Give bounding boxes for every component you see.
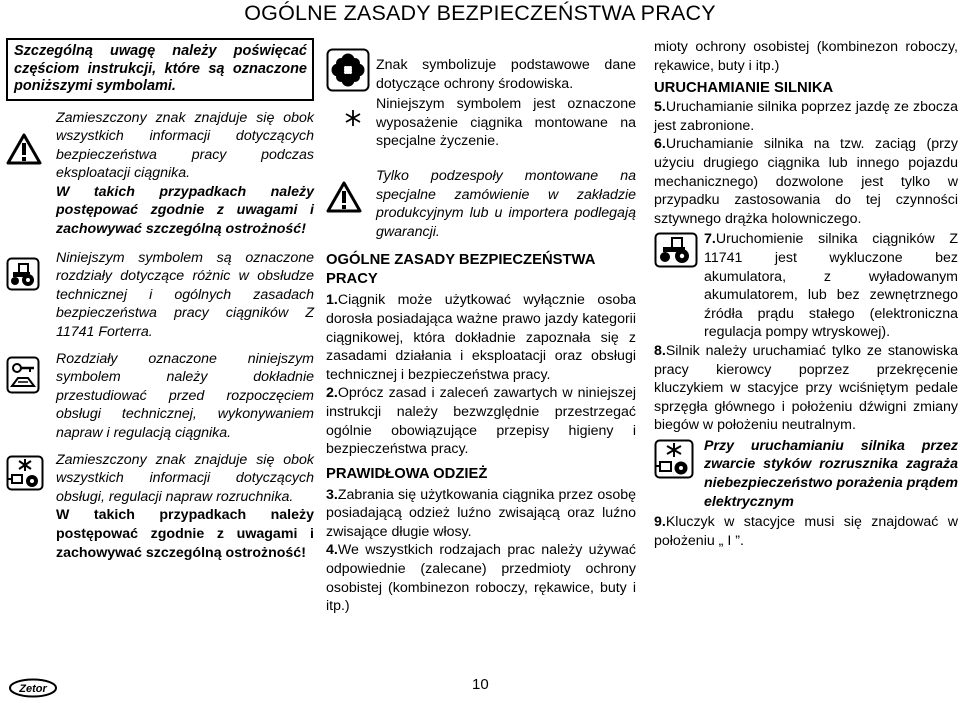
rule-1 bbox=[326, 291, 636, 384]
rule-7-block bbox=[654, 230, 958, 342]
rule-6 bbox=[654, 135, 958, 228]
rule-5-text: Uruchamianie silnika poprzez jazdę ze zbocza jest zabronione. bbox=[654, 99, 958, 134]
tractor-icon bbox=[654, 230, 704, 342]
section-starter bbox=[6, 451, 314, 563]
tractor-icon bbox=[6, 249, 56, 342]
rule-9 bbox=[654, 513, 958, 550]
safety-text: Zamieszczony znak znajduje się obok wszystkich informacji dotyczących bezpieczeństwa pracy podczas eksploatacji ciągnika. bbox=[56, 109, 314, 182]
starter-bold: W takich przypadkach należy postępować zgodnie z uwagami i zachowywać szczególną ostrożność! bbox=[56, 507, 314, 561]
starter-text: Zamieszczony znak znajduje się obok wszystkich informacji dotyczących obsługi, regulacji napraw rozruchnika. bbox=[56, 451, 314, 505]
section-warranty bbox=[326, 167, 636, 241]
service-tools-icon bbox=[6, 350, 56, 443]
page-title: OGÓLNE ZASADY BEZPIECZEŃSTWA PRACY bbox=[244, 1, 716, 25]
section-safety bbox=[6, 109, 314, 239]
rule-8-text: Silnik należy uruchamiać tylko ze stanowiska pracy kierowcy poprzez przekręcenie kluczykiem w stacyjce przy wciśniętym pedale sprzęgła głównego i położeniu dźwigni zmiany biegów w położeniu neutralnym. bbox=[654, 342, 958, 434]
optional-text: Niniejszym symbolem jest oznaczone wyposażenie ciągnika montowane na specjalne życzenie. bbox=[376, 96, 636, 150]
forterra-text: Niniejszym symbolem są oznaczone rozdziały dotyczące różnic w obsłudze technicznej i ogólnych zasadach bezpieczeństwa pracy ciągników Z 11741 Forterra. bbox=[56, 249, 314, 341]
rule-7 bbox=[704, 230, 958, 342]
heading-engine-start: URUCHAMIANIE SILNIKA bbox=[654, 80, 834, 97]
rule-4-number: 4. bbox=[326, 542, 338, 559]
rule-4-continued: mioty ochrony osobistej (kombinezon roboczy, rękawice, buty i itp.) bbox=[654, 39, 958, 74]
rule-2 bbox=[326, 384, 636, 458]
rule-6-number: 6. bbox=[654, 136, 666, 153]
rule-8-number: 8. bbox=[654, 342, 666, 359]
section-service bbox=[6, 350, 314, 443]
rule-4 bbox=[326, 541, 636, 615]
rule-5-number: 5. bbox=[654, 99, 666, 116]
starter-warning: Przy uruchamianiu silnika przez zwarcie styków rozrusznika zagraża niebezpieczeństwo porażenia prądem elektrycznym bbox=[704, 437, 958, 510]
heading-general-safety: OGÓLNE ZASADY BEZPIECZEŃSTWA PRACY bbox=[326, 252, 595, 288]
zetor-logo bbox=[8, 678, 58, 703]
svg-text:Zetor: Zetor bbox=[19, 683, 47, 695]
starter-motor-icon bbox=[654, 437, 704, 511]
rule-9-text: Kluczyk w stacyjce musi się znajdować w położeniu „ I ”. bbox=[654, 514, 958, 549]
starter-warning-block bbox=[654, 437, 958, 511]
asterisk-icon bbox=[326, 95, 376, 151]
rule-7-text: Uruchomienie silnika ciągników Z 11741 jest wykluczone bez akumulatora, z wyładowanym akumulatorem, lub bez zewnętrznego źródła prądu stałego (elektroniczna regulacja pompy wtryskowej). bbox=[704, 231, 958, 341]
rule-2-text: Oprócz zasad i zaleceń zawartych w niniejszej instrukcji należy bezwzględnie przestrzegać ogólnie obowiązujące przepisy higieny i bezpieczeństwa pracy. bbox=[326, 385, 636, 458]
intro-box: Szczególną uwagę należy poświęcać częściom instrukcji, które są oznaczone poniższymi symbolami. bbox=[6, 38, 314, 101]
column-right bbox=[654, 38, 958, 550]
flower-icon bbox=[326, 46, 376, 93]
section-forterra bbox=[6, 249, 314, 342]
warranty-text: Tylko podzespoły montowane na specjalne zamówienie w zakładzie produkcyjnym lub u importera podlegają gwarancji. bbox=[376, 167, 636, 240]
page-number: 10 bbox=[472, 676, 489, 693]
environment-text: Znak symbolizuje podstawowe dane dotyczące ochrony środowiska. bbox=[376, 57, 636, 92]
rule-3-number: 3. bbox=[326, 486, 338, 503]
heading-clothing: PRAWIDŁOWA ODZIEŻ bbox=[326, 465, 488, 482]
column-middle bbox=[326, 38, 636, 615]
safety-bold: W takich przypadkach należy postępować zgodnie z uwagami i zachowywać szczególną ostrożność! bbox=[56, 183, 314, 238]
rule-1-number: 1. bbox=[326, 292, 338, 309]
rule-5 bbox=[654, 98, 958, 135]
service-text: Rozdziały oznaczone niniejszym symbolem należy dokładnie przestudiować przed rozpoczęciem obsługi technicznej, wykonywaniem napraw i regulacją ciągnika. bbox=[56, 350, 314, 441]
rule-1-text: Ciągnik może użytkować wyłącznie osoba dorosła posiadająca ważne prawo jazdy kategorii ciągnikowej, która dokładnie zapoznała się z zasadami działania i eksploatacji oraz obsługi technicznej i bezpieczeństwa pracy. bbox=[326, 292, 636, 383]
rule-2-number: 2. bbox=[326, 385, 338, 402]
rule-3-text: Zabrania się użytkowania ciągnika przez osobę posiadającą odzież luźno zwisającą oraz luźno zwisające długie włosy. bbox=[326, 486, 636, 540]
rule-9-number: 9. bbox=[654, 514, 666, 531]
section-environment bbox=[326, 46, 636, 93]
rule-3 bbox=[326, 486, 636, 542]
rule-6-text: Uruchamianie silnika na tzw. zaciąg (przy użyciu drugiego ciągnika lub innego pojazdu mechanicznego) dozwolone jest tylko w przypadku zastosowania do tej czynności sztywnego drążka holowniczego. bbox=[654, 136, 958, 227]
rule-8 bbox=[654, 342, 958, 435]
rule-4-text: We wszystkich rodzajach prac należy używać odpowiednie (zalecane) przedmioty ochrony osobistej (kombinezon roboczy, rękawice, buty i itp.) bbox=[326, 542, 636, 615]
rule-7-number: 7. bbox=[704, 231, 716, 248]
warning-triangle-icon bbox=[6, 109, 56, 239]
section-optional bbox=[326, 95, 636, 151]
starter-motor-icon bbox=[6, 451, 56, 563]
warning-triangle-icon bbox=[326, 167, 376, 241]
column-left bbox=[6, 38, 314, 562]
